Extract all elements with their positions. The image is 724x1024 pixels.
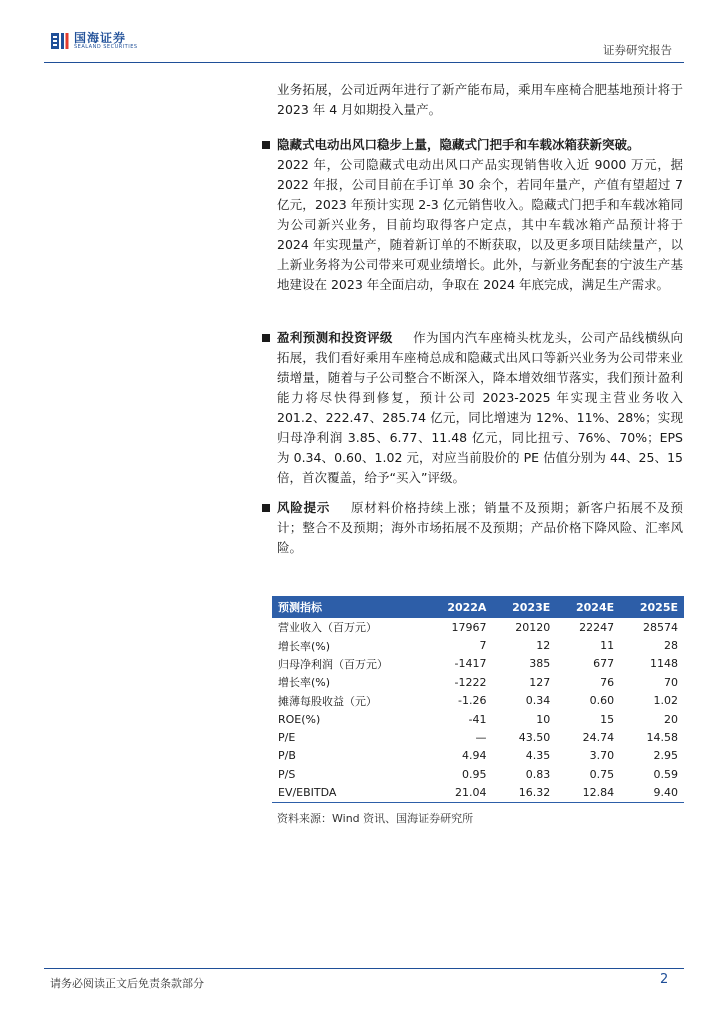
section-forecast-rating xyxy=(277,328,683,488)
logo-name-cn: 国海证券 xyxy=(74,31,127,45)
table-row xyxy=(272,728,684,746)
section-body: 作为国内汽车座椅头枕龙头，公司产品线横纵向拓展，我们看好乘用车座椅总成和隐藏式出风口等新兴业务为公司带来业绩增量，随着与子公司整合不断深入，降本增效细节落实，我们预计盈利能力将尽快得到修复，预计公司 2023-2025 年实现主营业务收入 201.2、222.47、285.74 亿元，同比增速为 12%、11%、28%；实现归母净利润 3.85、6.77、11.48 亿元，同比扭亏、76%、70%；EPS 为 0.34、0.60、1.02 元，对应当前股价的 PE 估值分别为 44、25、15 倍，首次覆盖，给予“买入”评级。 xyxy=(277,330,683,485)
table-row xyxy=(272,636,684,654)
table-cell: 28 xyxy=(664,639,678,653)
logo-name-en: SEALAND SECURITIES xyxy=(74,44,138,50)
table-cell: 增长率(%) xyxy=(278,676,331,690)
table-cell: 0.95 xyxy=(461,767,487,781)
table-cell: 0.83 xyxy=(525,767,551,781)
forecast-table xyxy=(272,596,684,803)
table-cell: 12.84 xyxy=(556,784,620,803)
table-cell: 677 xyxy=(593,657,615,671)
header-divider xyxy=(44,62,684,63)
bullet-icon xyxy=(262,334,270,342)
page-header xyxy=(44,28,684,64)
footer-divider xyxy=(44,968,684,969)
section-heading: 风险提示 xyxy=(277,500,331,515)
table-header-cell: 2022A xyxy=(427,596,492,618)
table-row xyxy=(272,692,684,710)
table-cell: -1.26 xyxy=(457,694,487,708)
table-cell: 17967 xyxy=(451,620,487,634)
intro-paragraph: 业务拓展，公司近两年进行了新产能布局，乘用车座椅合肥基地预计将于 2023 年 4 月如期投入量产。 xyxy=(277,82,683,117)
table-row xyxy=(272,710,684,728)
table-cell: 15 xyxy=(600,712,615,726)
table-cell: 28574 xyxy=(643,620,678,634)
table-cell: 9.40 xyxy=(620,784,684,803)
table-cell: 22247 xyxy=(579,620,615,634)
sealand-logo xyxy=(50,30,138,52)
table-cell: 70 xyxy=(664,675,678,689)
table-cell: 营业收入（百万元） xyxy=(278,621,377,635)
table-cell: 0.60 xyxy=(589,694,615,708)
table-cell: 14.58 xyxy=(646,731,678,745)
table-header-cell: 2023E xyxy=(492,596,556,618)
table-cell: P/E xyxy=(278,731,296,745)
table-cell: 385 xyxy=(529,657,551,671)
report-type: 证券研究报告 xyxy=(603,43,672,57)
table-cell: 12 xyxy=(536,639,551,653)
table-cell: 2.95 xyxy=(653,749,678,763)
table-cell: ROE(%) xyxy=(278,712,321,726)
table-cell: EV/EBITDA xyxy=(272,784,427,803)
table-cell: 0.59 xyxy=(653,767,678,781)
table-cell: 1148 xyxy=(650,657,678,671)
table-header-cell: 2024E xyxy=(556,596,620,618)
table-cell: 0.34 xyxy=(525,694,551,708)
table-header-row xyxy=(272,596,684,618)
table-cell: 摊薄每股收益（元） xyxy=(278,694,377,708)
table-cell: -1417 xyxy=(454,657,487,671)
table-cell: 16.32 xyxy=(492,784,556,803)
table-row xyxy=(272,655,684,673)
table-cell: 21.04 xyxy=(427,784,492,803)
table-cell: — xyxy=(475,731,487,745)
table-row xyxy=(272,673,684,691)
section-heading: 隐藏式电动出风口稳步上量，隐藏式门把手和车载冰箱获新突破。 xyxy=(277,137,640,152)
section-new-business xyxy=(277,135,683,295)
table-cell: 3.70 xyxy=(589,749,615,763)
section-heading: 盈利预测和投资评级 xyxy=(277,330,393,345)
table-cell: 增长率(%) xyxy=(278,639,331,653)
table-row xyxy=(272,784,684,803)
table-cell: 4.35 xyxy=(525,749,551,763)
section-body: 2022 年，公司隐藏式电动出风口产品实现销售收入近 9000 万元，据 2022 年报，公司目前在手订单 30 余个，若同年量产，产值有望超过 7 亿元，2023 年预计实现 2-3 亿元销售收入。隐藏式门把手和车载冰箱同为公司新兴业务，目前均取得客户定点，其中车载冰箱产品预计将于 2024 年实现量产，随着新订单的不断获取，以及更多项目陆续量产，以上新业务将为公司带来可观业绩增长。此外，与新业务配套的宁波生产基地建设在 2023 年全面启动，争取在 2024 年底完成，满足生产需求。 xyxy=(277,157,683,292)
table-cell: 43.50 xyxy=(518,731,551,745)
table-cell: 0.75 xyxy=(589,767,615,781)
table-row xyxy=(272,618,684,636)
table-cell: 24.74 xyxy=(582,731,615,745)
table-header-cell: 预测指标 xyxy=(272,596,427,618)
table-cell: 11 xyxy=(600,639,615,653)
table-cell: -1222 xyxy=(454,675,487,689)
table-cell: 7 xyxy=(479,639,487,653)
section-risk xyxy=(277,498,683,558)
table-cell: -41 xyxy=(468,712,487,726)
bullet-icon xyxy=(262,504,270,512)
table-cell: P/B xyxy=(278,749,296,763)
table-cell: 1.02 xyxy=(653,694,678,708)
table-cell: P/S xyxy=(278,767,296,781)
table-row xyxy=(272,747,684,765)
table-cell: 20 xyxy=(664,712,678,726)
footer-disclaimer: 请务必阅读正文后免责条款部分 xyxy=(50,977,204,990)
table-cell: 归母净利润（百万元） xyxy=(278,657,388,671)
page-number: 2 xyxy=(660,972,669,987)
table-cell: 4.94 xyxy=(461,749,487,763)
table-cell: 20120 xyxy=(515,620,551,634)
table-cell: 127 xyxy=(529,675,551,689)
sealand-logo-icon xyxy=(50,31,70,51)
table-cell: 76 xyxy=(600,675,615,689)
table-row xyxy=(272,765,684,783)
table-source: 资料来源：Wind 资讯、国海证券研究所 xyxy=(277,812,474,825)
section-body: 原材料价格持续上涨；销量不及预期；新客户拓展不及预计；整合不及预期；海外市场拓展不及预期；产品价格下降风险、汇率风险。 xyxy=(277,500,683,555)
table-header-cell: 2025E xyxy=(620,596,684,618)
bullet-icon xyxy=(262,141,270,149)
table-cell: 10 xyxy=(536,712,551,726)
